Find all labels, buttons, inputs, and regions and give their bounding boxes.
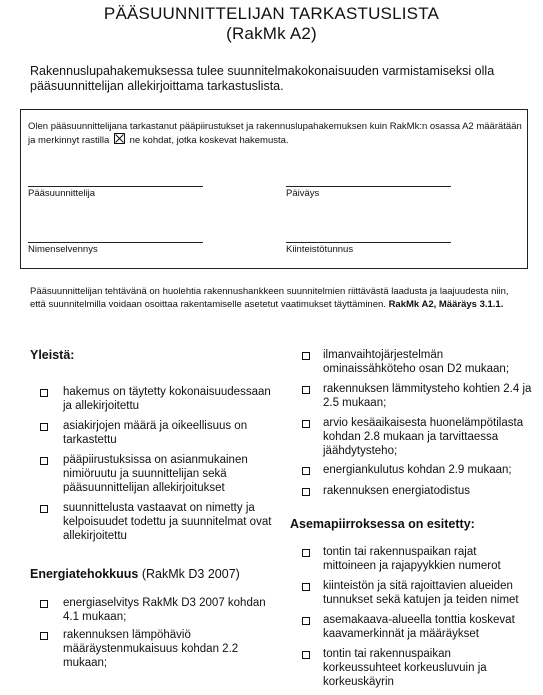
checklist-item-label: ilmanvaihtojärjestelmän ominaissähköteho osan D2 mukaan; [323, 349, 510, 375]
checkbox-general-2[interactable] [40, 423, 48, 431]
checkbox-site-2[interactable] [302, 583, 310, 591]
declaration-text [28, 120, 523, 147]
energy-heading [30, 567, 240, 581]
date-label: Päiväys [286, 188, 320, 199]
energy-heading-title: Energiatehokkuus [30, 567, 139, 581]
document-title [0, 4, 543, 44]
checkbox-energy-1[interactable] [40, 600, 48, 608]
declaration-text-before: Olen pääsuunnittelijana tarkastanut pääpiirustukset ja rakennuslupahakemuksen kuin RakMk:n osassa A2 määrätään ja merkinnyt rastilla [28, 121, 522, 146]
property-id-label: Kiinteistötunnus [286, 244, 354, 255]
designer-label: Pääsuunnittelija [28, 188, 96, 199]
checklist-item-label: energiaselvitys RakMk D3 2007 kohdan 4.1 mukaan; [63, 597, 266, 623]
note-text: Pääsuunnittelijan tehtävänä on huolehtia rakennushankkeen suunnitelmien riittävästä laadusta ja laajuudesta niin, että suunnitelmilla voidaan osoittaa rakentamiselle asetetut vaatimukset täyttäminen. [30, 286, 509, 310]
checklist-item-label: kiinteistön ja sitä rajoittavien alueiden tunnukset sekä katujen ja teiden nimet [323, 580, 519, 606]
checkbox-energy-3[interactable] [302, 352, 310, 360]
checkbox-site-1[interactable] [302, 549, 310, 557]
checkbox-energy-2[interactable] [40, 632, 48, 640]
checklist-item-label: energiankulutus kohdan 2.9 mukaan; [323, 464, 512, 476]
note-reference: RakMk A2, Määräys 3.1.1. [388, 299, 504, 310]
checklist-item-label: rakennuksen lämmitysteho kohtien 2.4 ja 2.5 mukaan; [323, 383, 532, 409]
checklist-item-label: asemakaava-alueella tonttia koskevat kaavamerkinnät ja määräykset [323, 614, 515, 640]
checkbox-energy-5[interactable] [302, 420, 310, 428]
checklist-item-label: hakemus on täytetty kokonaisuudessaan ja allekirjoitettu [63, 386, 271, 412]
checkbox-general-1[interactable] [40, 389, 48, 397]
title-line-1: PÄÄSUUNNITTELIJAN TARKASTUSLISTA [103, 4, 440, 23]
date-line[interactable] [286, 186, 451, 187]
checkbox-energy-7[interactable] [302, 488, 310, 496]
checklist-item-label: rakennuksen energiatodistus [323, 485, 471, 497]
checkbox-energy-6[interactable] [302, 467, 310, 475]
name-clarification-line[interactable] [28, 242, 203, 243]
intro-text: Rakennuslupahakemuksessa tulee suunnitelmakokonaisuuden varmistamiseksi olla pääsuunnittelijan allekirjoittama tarkastuslista. [30, 64, 495, 93]
property-id-line[interactable] [286, 242, 451, 243]
signature-box [20, 109, 528, 269]
checklist-item-label: rakennuksen lämpöhäviö määräystenmukaisuus kohdan 2.2 mukaan; [63, 629, 239, 669]
checklist-item-label: suunnittelusta vastaavat on nimetty ja kelpoisuudet todettu ja suunnitelmat ovat allekirjoitettu [63, 502, 272, 542]
designer-signature-line[interactable] [28, 186, 203, 187]
checklist-item-label: tontin tai rakennuspaikan rajat mittoineen ja rajapyykkien numerot [323, 546, 501, 572]
checkbox-site-3[interactable] [302, 617, 310, 625]
checkbox-general-4[interactable] [40, 505, 48, 513]
checklist-item-label: pääpiirustuksissa on asianmukainen nimiöruutu ja suunnittelijan sekä pääsuunnittelijan allekirjoitukset [63, 454, 248, 494]
checklist-item-label: asiakirjojen määrä ja oikeellisuus on tarkastettu [63, 420, 248, 446]
general-heading: Yleistä: [30, 348, 75, 362]
checklist-item-label: arvio kesäaikaisesta huonelämpötilasta kohdan 2.8 mukaan ja tarvittaessa jäähdytysteho; [323, 417, 524, 457]
checklist-item-label: tontin tai rakennuspaikan korkeussuhteet korkeusluvuin ja korkeuskäyrin [323, 648, 487, 688]
responsibility-note [30, 285, 522, 311]
energy-heading-ref: (RakMk D3 2007) [141, 567, 240, 581]
site-plan-heading: Asemapiirroksessa on esitetty: [290, 517, 475, 531]
declaration-text-after: ne kohdat, jotka koskevat hakemusta. [129, 135, 289, 146]
checkbox-site-4[interactable] [302, 651, 310, 659]
name-clarification-label: Nimenselvennys [28, 244, 98, 255]
checkbox-general-3[interactable] [40, 457, 48, 465]
checkbox-energy-4[interactable] [302, 386, 310, 394]
title-line-2: (RakMk A2) [226, 24, 317, 43]
crossed-checkbox-icon [114, 133, 125, 144]
